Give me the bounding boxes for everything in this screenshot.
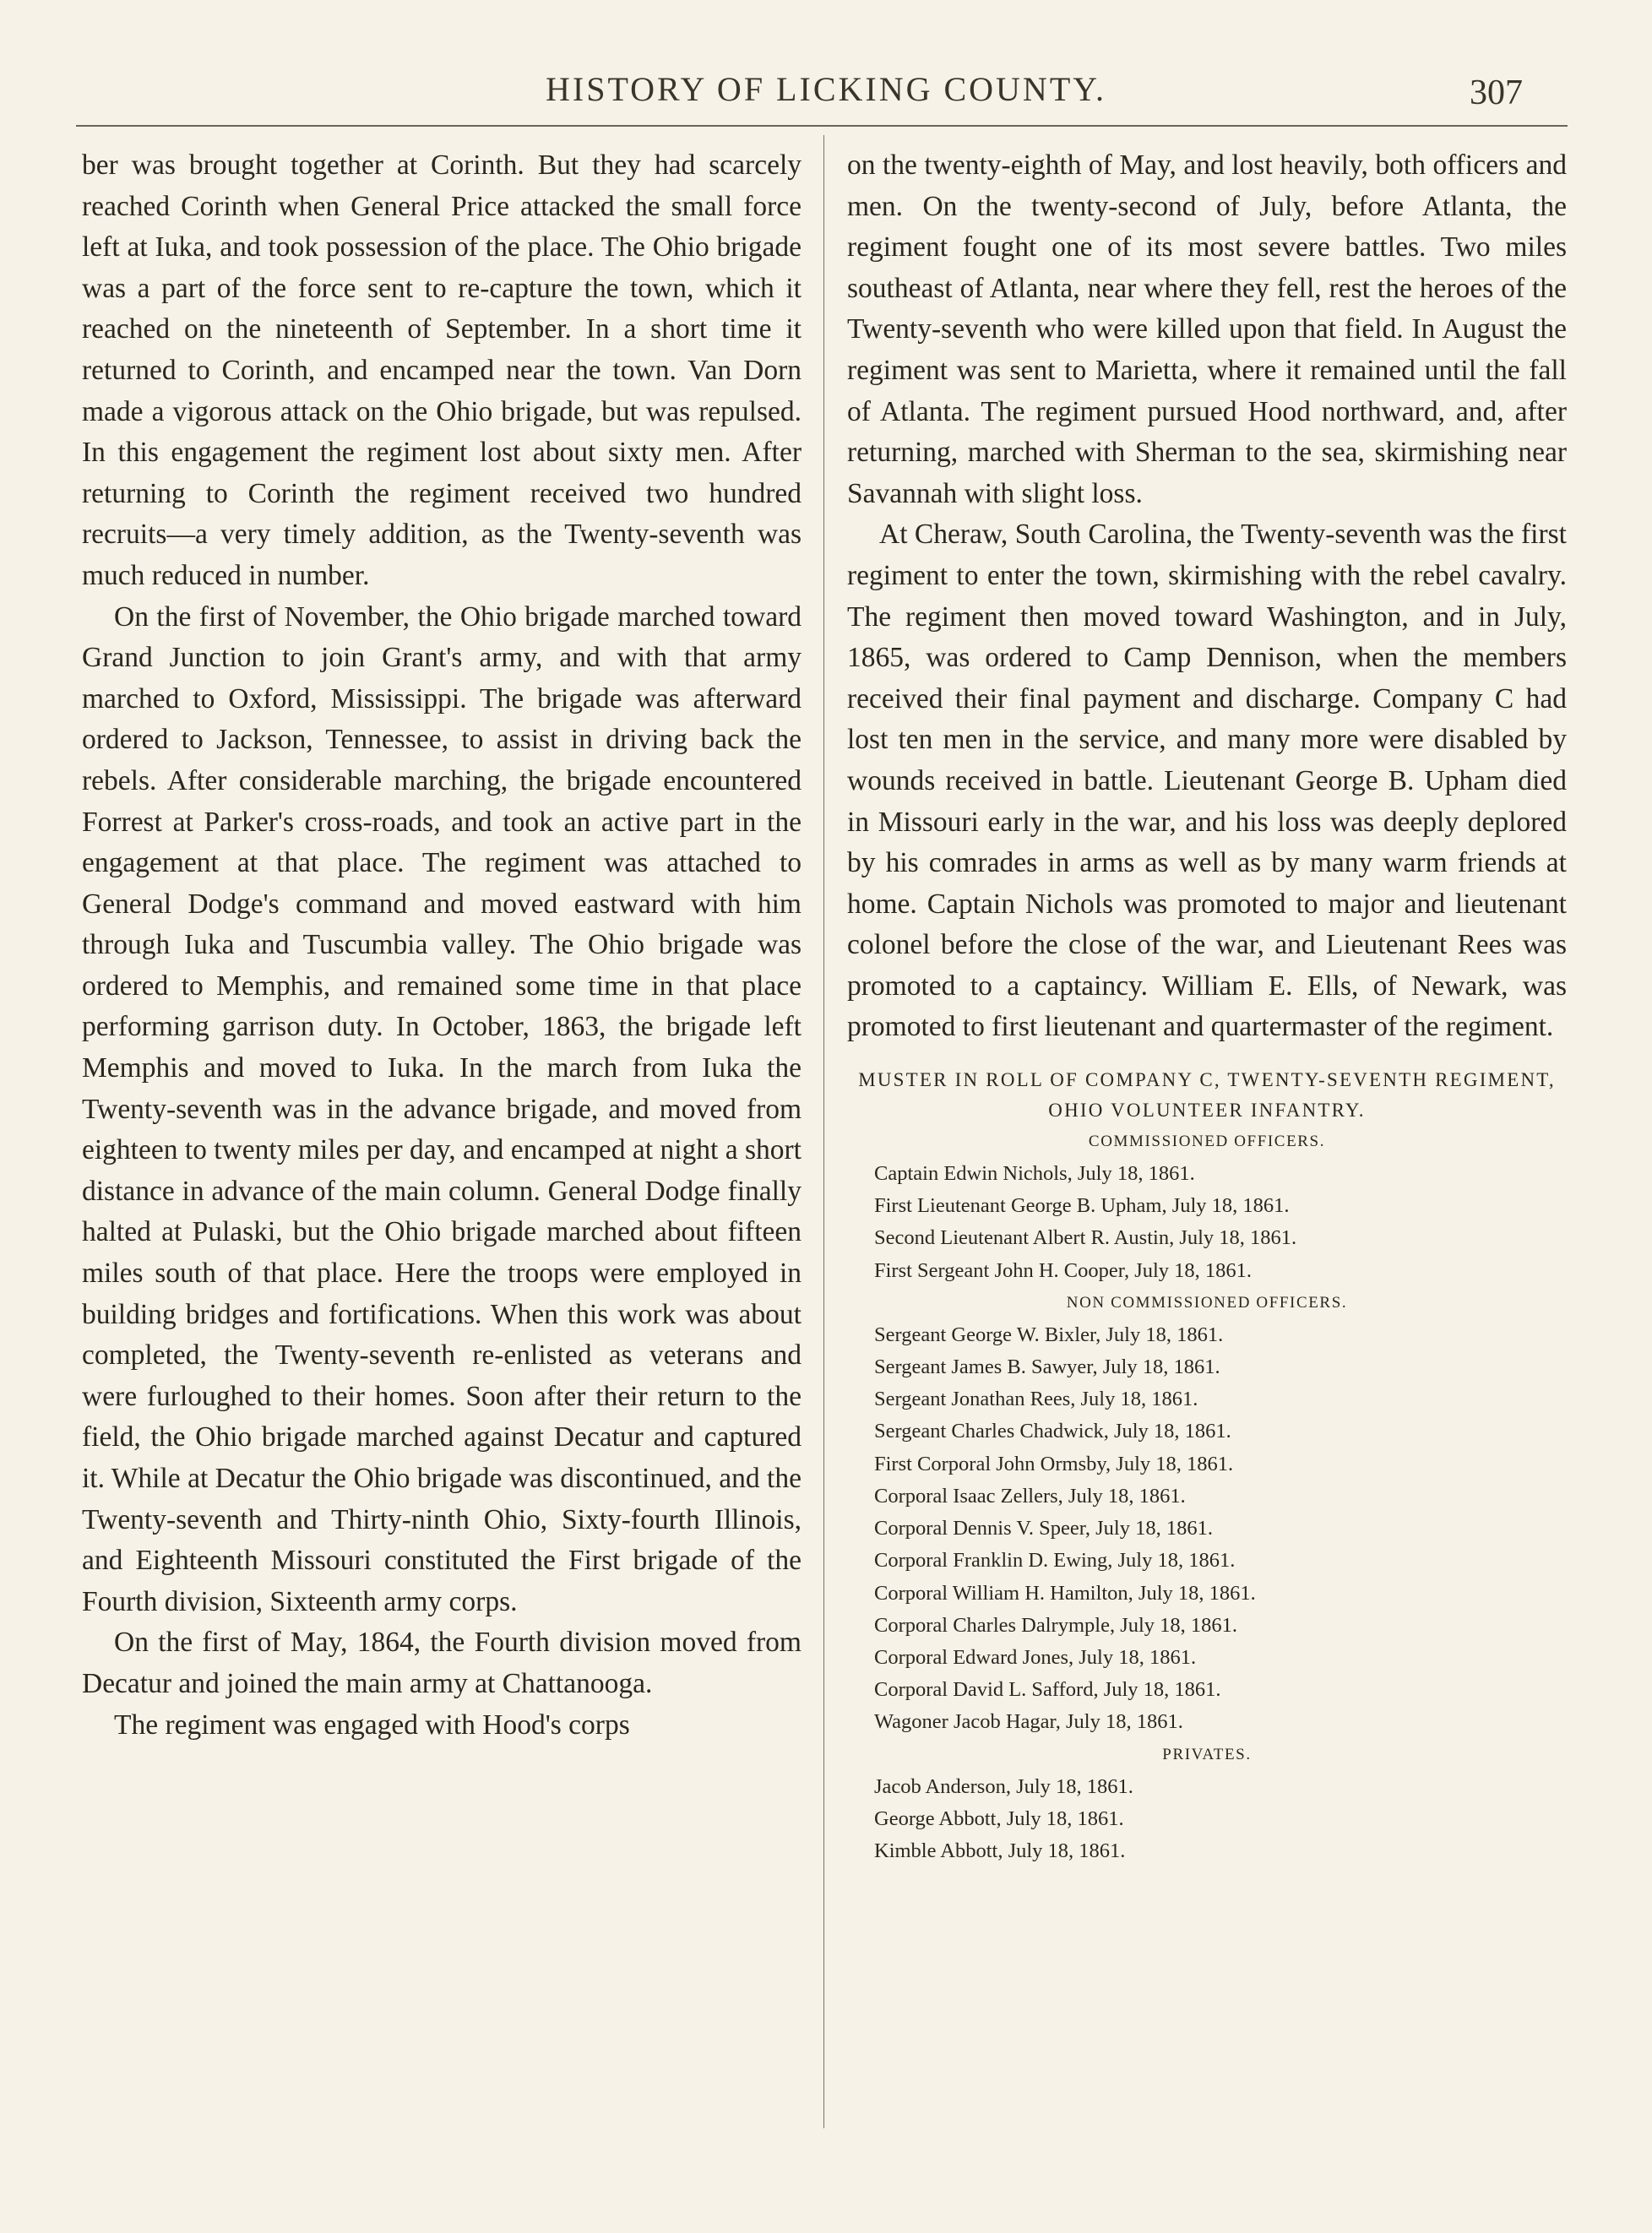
roster-entry: Corporal Edward Jones, July 18, 1861.	[874, 1645, 1197, 1669]
roster-entry: Corporal William H. Hamilton, July 18, 1861.	[874, 1581, 1256, 1605]
paragraph: At Cheraw, South Carolina, the Twenty-seventh was the first regiment to enter the town, skirmishing with the rebel cavalry. The regiment then moved toward Washington, and in July, 1865, was ordered to Camp Dennison, when the members received their final payment and discharge. Company C had lost ten men in the service, and many more were disabled by wounds received in battle. Lieutenant George B. Upham died in Missouri early in the war, and his loss was deeply deplored by his comrades in arms as well as by many warm friends at home. Captain Nichols was promoted to major and lieutenant colonel before the close of the war, and Lieutenant Rees was promoted to a captaincy. William E. Ells, of Newark, was promoted to first lieutenant and quartermaster of the regiment.	[847, 519, 1567, 1043]
privates-heading: PRIVATES.	[1162, 1745, 1252, 1763]
roster-entry: Corporal Isaac Zellers, July 18, 1861.	[874, 1484, 1186, 1508]
roster-entry: Sergeant James B. Sawyer, July 18, 1861.	[874, 1356, 1220, 1379]
column-divider	[823, 135, 824, 2128]
roster-entry: Corporal Charles Dalrymple, July 18, 1861.	[874, 1613, 1238, 1637]
paragraph: ber was brought together at Corinth. But they had scarcely reached Corinth when General Price attacked the small force left at Iuka, and took possession of the place. The Ohio brigade was a part of the force sent to re-capture the town, which it reached on the nineteenth of September. In a short time it returned to Corinth, and encamped near the town. Van Dorn made a vigorous attack on the Ohio brigade, but was repulsed. In this engagement the regiment lost about sixty men. After returning to Corinth the regiment received two hundred recruits—a very timely addition, as the Twenty-seventh was much reduced in number.	[82, 149, 802, 591]
muster-roll	[847, 1065, 1567, 1867]
roster-entry: First Corporal John Ormsby, July 18, 1861.	[874, 1452, 1234, 1475]
roster-entry: Captain Edwin Nichols, July 18, 1861.	[874, 1162, 1195, 1186]
noncommissioned-officers-list	[847, 1319, 1567, 1739]
roster-entry: George Abbott, July 18, 1861.	[874, 1807, 1124, 1830]
roster-entry: Sergeant George W. Bixler, July 18, 1861.	[874, 1323, 1224, 1346]
roster-entry: Wagoner Jacob Hagar, July 18, 1861.	[874, 1710, 1183, 1734]
roster-entry: Kimble Abbott, July 18, 1861.	[874, 1839, 1126, 1862]
left-column	[82, 145, 802, 1746]
page-number: 307	[1470, 73, 1523, 112]
paragraph: The regiment was engaged with Hood's corps	[114, 1709, 630, 1741]
roster-entry: Corporal Dennis V. Speer, July 18, 1861.	[874, 1517, 1213, 1540]
paragraph: On the first of November, the Ohio brigade marched toward Grand Junction to join Grant's army, and with that army marched to Oxford, Mississippi. The brigade was afterward ordered to Jackson, Tennessee, to assist in driving back the rebels. After considerable marching, the brigade encountered Forrest at Parker's cross-roads, and took an active part in the engagement at that place. The regiment was attached to General Dodge's command and moved eastward with him through Iuka and Tuscumbia valley. The Ohio brigade was ordered to Memphis, and remained some time in that place performing garrison duty. In October, 1863, the brigade left Memphis and moved to Iuka. In the march from Iuka the Twenty-seventh was in the advance brigade, and moved from eighteen to twenty miles per day, and encamped at night a short distance in advance of the main column. General Dodge finally halted at Pulaski, but the Ohio brigade marched about fifteen miles south of that place. Here the troops were employed in building bridges and fortifications. When this work was about completed, the Twenty-seventh re-enlisted as veterans and were furloughed to their homes. Soon after their return to the field, the Ohio brigade marched against Decatur and captured it. While at Decatur the Ohio brigade was discontinued, and the Twenty-seventh and Thirty-ninth Ohio, Sixty-fourth Illinois, and Eighteenth Missouri constituted the First brigade of the Fourth division, Sixteenth army corps.	[82, 600, 802, 1617]
commissioned-officers-heading: COMMISSIONED OFFICERS.	[1088, 1133, 1326, 1151]
roster-entry: First Lieutenant George B. Upham, July 18, 1861.	[874, 1194, 1290, 1218]
commissioned-officers-list	[847, 1158, 1567, 1287]
roster-entry: Second Lieutenant Albert R. Austin, July 18, 1861.	[874, 1226, 1297, 1250]
header-rule	[76, 125, 1568, 127]
roster-entry: Corporal Franklin D. Ewing, July 18, 1861.	[874, 1549, 1236, 1573]
page-header	[0, 61, 1652, 120]
paragraph: on the twenty-eighth of May, and lost heavily, both officers and men. On the twenty-second of July, before Atlanta, the regiment fought one of its most severe battles. Two miles southeast of Atlanta, near where they fell, rest the heroes of the Twenty-seventh who were killed upon that field. In August the regiment was sent to Marietta, where it remained until the fall of Atlanta. The regiment pursued Hood northward, and, after returning, marched with Sherman to the sea, skirmishing near Savannah with slight loss.	[847, 149, 1567, 509]
paragraph: On the first of May, 1864, the Fourth division moved from Decatur and joined the main army at Chattanooga.	[82, 1627, 802, 1699]
roster-entry: First Sergeant John H. Cooper, July 18, 1861.	[874, 1258, 1253, 1282]
roster-entry: Sergeant Charles Chadwick, July 18, 1861.	[874, 1420, 1231, 1443]
privates-list	[847, 1771, 1567, 1868]
roster-entry: Sergeant Jonathan Rees, July 18, 1861.	[874, 1388, 1198, 1411]
roster-entry: Jacob Anderson, July 18, 1861.	[874, 1774, 1133, 1798]
muster-roll-heading: MUSTER IN ROLL OF COMPANY C, TWENTY-SEVENTH REGIMENT, OHIO VOLUNTEER INFANTRY.	[858, 1069, 1556, 1122]
noncommissioned-officers-heading: NON COMMISSIONED OFFICERS.	[1066, 1293, 1348, 1312]
running-head: HISTORY OF LICKING COUNTY.	[546, 70, 1106, 108]
right-column	[847, 145, 1567, 1867]
roster-entry: Corporal David L. Safford, July 18, 1861.	[874, 1678, 1221, 1702]
